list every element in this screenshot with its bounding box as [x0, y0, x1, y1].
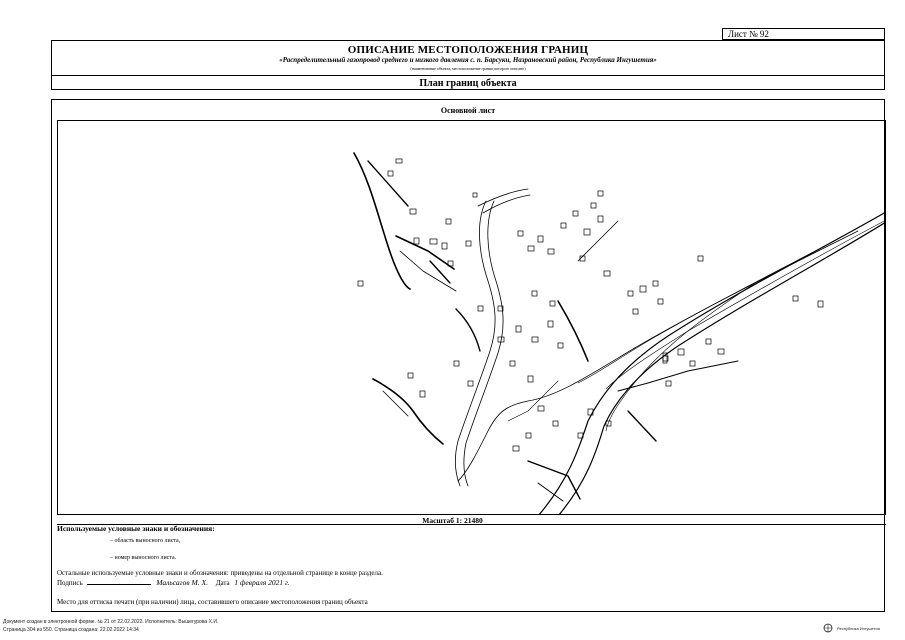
object-name-note: (наименование объекта, местоположение границ которого описано): [410, 66, 526, 71]
sheet-number: [722, 28, 885, 40]
date-value: 1 февраля 2021 г.: [234, 578, 290, 587]
seal-place: Место для оттиска печати (при наличии) лица, составившего описание местоположения границ объекта: [57, 598, 368, 606]
object-name: «Распределительный газопровод среднего и низкого давления с. п. Барсуки, Назрановский район, Республика Ингушетия»: [279, 56, 657, 64]
legend-item-number: – номер выносного листа.: [110, 555, 177, 561]
republic-emblem-icon: [822, 623, 834, 633]
document-header: [51, 40, 885, 90]
signature-row: [57, 578, 290, 587]
document-title: ОПИСАНИЕ МЕСТОПОЛОЖЕНИЯ ГРАНИЦ: [347, 44, 589, 56]
signature-line: [87, 584, 151, 585]
main-sheet-title: Основной лист: [440, 106, 496, 115]
footer-logo: [822, 623, 880, 633]
footer-doc-line: Документ создан в электронной форме. № 21 от 22.02.2022. Исполнитель: Вышегурова Х.И.: [3, 619, 219, 625]
map-area[interactable]: [57, 120, 886, 515]
signer-name: Мальсагов М. Х.: [156, 578, 208, 587]
other-symbols-note: Остальные используемые условные знаки и обозначения: приведены на отдельной странице в конце раздела.: [57, 569, 383, 577]
date-label: Дата: [215, 579, 230, 587]
sheet-number-text: Лист № 92: [728, 29, 769, 39]
legend-item-area: – область выносного листа,: [110, 538, 181, 544]
footer-logo-text: Республика Ингушетия: [837, 625, 880, 631]
legend-title: Используемые условные знаки и обозначения:: [57, 524, 215, 533]
section-title: План границ объекта: [419, 78, 517, 89]
header-divider: [52, 75, 884, 76]
map-scale: Масштаб 1: 21480: [422, 516, 483, 525]
footer-page-line: Страница 304 из 550. Страница создана: 22.02.2022 14:34: [3, 627, 139, 633]
signature-label: Подпись: [57, 579, 83, 587]
map-drawing: [58, 121, 886, 515]
